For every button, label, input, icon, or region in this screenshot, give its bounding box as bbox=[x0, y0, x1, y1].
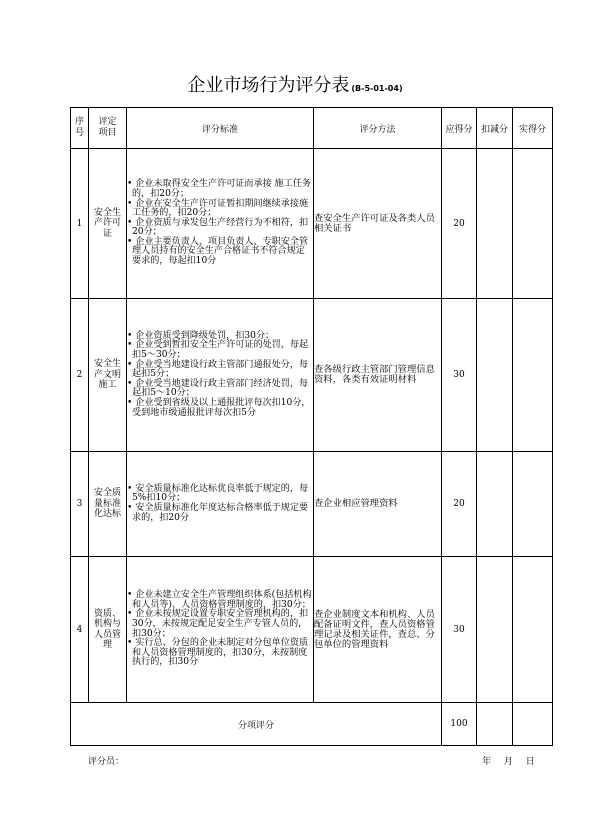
row-method: 查企业制度文本和机构、人员配备证明文件，查人员资格管理记录及相关证件，查总、分包单位的管理资料 bbox=[314, 557, 442, 703]
criteria-item: • 安全质量标准化达标优良率低于规定的，每5%扣10分； bbox=[127, 483, 309, 504]
criteria-item: • 企业受到省级及以上通报批评每次扣10分，受到地市级通报批评每次扣5分 bbox=[127, 397, 311, 418]
total-row bbox=[71, 703, 553, 746]
criteria-list bbox=[127, 180, 313, 266]
header-method: 评分方法 bbox=[314, 108, 442, 149]
form-code: (B-5-01-04) bbox=[351, 84, 403, 93]
table-row bbox=[71, 299, 553, 452]
criteria-item: • 企业受当地建设行政主管部门通报处分，每起扣5分； bbox=[127, 359, 309, 380]
table-row bbox=[71, 452, 553, 557]
row-actual-cell[interactable] bbox=[513, 452, 553, 557]
criteria-item: • 实行总、分包的企业未制定对分包单位资质和人员资格管理制度的，扣30分，未按制度执行的，扣30分 bbox=[127, 638, 309, 668]
header-deducted: 扣减分 bbox=[477, 108, 513, 149]
row-item bbox=[89, 557, 127, 703]
total-label: 分项评分 bbox=[71, 703, 442, 746]
criteria-item: • 企业受当地建设行政主管部门经济处罚，每起扣5～10分； bbox=[127, 378, 309, 399]
header-criteria: 评分标准 bbox=[127, 108, 314, 149]
document-title bbox=[0, 74, 590, 101]
title-text: 企业市场行为评分表 bbox=[187, 75, 350, 96]
header-item-label: 评定项目 bbox=[98, 117, 117, 138]
header-item bbox=[89, 108, 127, 149]
row-item-label: 安全生产文明施工 bbox=[94, 359, 122, 391]
row-criteria bbox=[127, 299, 314, 452]
row-actual-cell[interactable] bbox=[513, 299, 553, 452]
row-deducted-cell[interactable] bbox=[477, 149, 513, 299]
header-due-score: 应得分 bbox=[442, 108, 477, 149]
row-due-score: 20 bbox=[442, 149, 477, 299]
row-item bbox=[89, 452, 127, 557]
row-number: 1 bbox=[71, 149, 89, 299]
row-method: 查安全生产许可证及各类人员相关证书 bbox=[314, 149, 442, 299]
criteria-item: • 企业未取得安全生产许可证而承接 施工任务的，扣20分； bbox=[127, 179, 311, 199]
row-item-label: 安全生产许可证 bbox=[94, 207, 122, 239]
criteria-item: • 安全质量标准化年度达标合格率低于规定要求的，扣20分 bbox=[127, 503, 309, 523]
table-row bbox=[71, 149, 553, 299]
row-criteria bbox=[127, 452, 314, 557]
criteria-item: • 企业在安全生产许可证暂扣期间继续承接施工任务的，扣20分； bbox=[127, 198, 309, 219]
row-number: 3 bbox=[71, 452, 89, 557]
row-actual-cell[interactable] bbox=[513, 149, 553, 299]
row-actual-cell[interactable] bbox=[513, 557, 553, 703]
criteria-item: • 企业受到暂扣安全生产许可证的处罚，每起扣5～30分； bbox=[127, 340, 309, 361]
criteria-list bbox=[127, 332, 313, 418]
header-actual: 实得分 bbox=[513, 108, 553, 149]
criteria-item: • 企业未建立安全生产管理组织体系(包括机构和人员等)、人员资格管理制度的，扣30分； bbox=[127, 590, 312, 610]
row-deducted-cell[interactable] bbox=[477, 452, 513, 557]
scorer-label: 评分员： bbox=[88, 757, 125, 767]
row-method: 查企业相应管理资料 bbox=[314, 452, 442, 557]
row-item bbox=[89, 299, 127, 452]
score-table bbox=[70, 107, 553, 746]
row-due-score: 30 bbox=[442, 299, 477, 452]
criteria-item: • 企业主要负责人、项目负责人、专职安全管理人员持有的安全生产合格证书不符合规定要求的，每起扣10分 bbox=[127, 236, 309, 267]
header-no bbox=[71, 108, 89, 149]
row-deducted-cell[interactable] bbox=[477, 557, 513, 703]
header-no-label: 序号 bbox=[75, 117, 85, 138]
row-item bbox=[89, 149, 127, 299]
criteria-list bbox=[127, 591, 313, 668]
date-label: 年 月 日 bbox=[482, 757, 535, 767]
total-actual-cell[interactable] bbox=[513, 703, 553, 746]
row-deducted-cell[interactable] bbox=[477, 299, 513, 452]
table-row bbox=[71, 557, 553, 703]
row-due-score: 20 bbox=[442, 452, 477, 557]
header-row bbox=[71, 108, 553, 149]
criteria-item: • 企业资质与承发包生产经营行为不相符，扣20分； bbox=[127, 217, 309, 238]
row-number: 2 bbox=[71, 299, 89, 452]
criteria-item: • 企业资质受到降级处罚，扣30分； bbox=[127, 330, 275, 341]
total-due-score: 100 bbox=[442, 703, 477, 746]
criteria-list bbox=[127, 485, 313, 523]
row-method: 查各级行政主管部门管理信息资料，各类有效证明材料 bbox=[314, 299, 442, 452]
row-item-label: 安全质量标准化达标 bbox=[94, 488, 122, 520]
row-criteria bbox=[127, 149, 314, 299]
criteria-item: • 企业未按规定设置专职安全管理机构的，扣30分，未按规定配足安全生产专管人员的，扣30分； bbox=[127, 609, 309, 639]
row-due-score: 30 bbox=[442, 557, 477, 703]
row-item-label: 资质、机构与人员管理 bbox=[94, 608, 122, 650]
row-criteria bbox=[127, 557, 314, 703]
total-deducted-cell[interactable] bbox=[477, 703, 513, 746]
row-number: 4 bbox=[71, 557, 89, 703]
